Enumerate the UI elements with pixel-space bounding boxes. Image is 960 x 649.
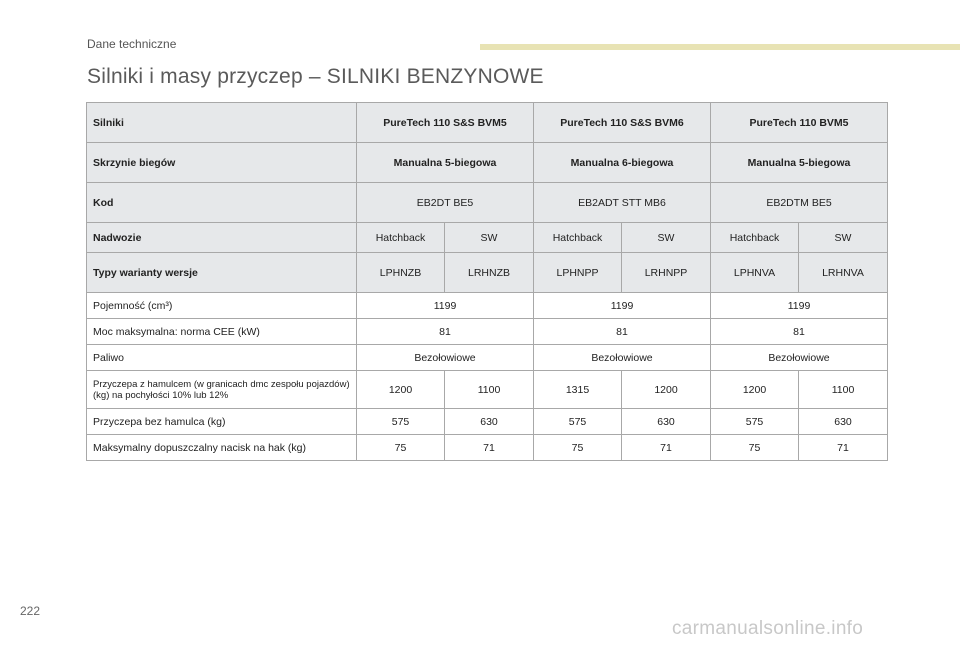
cell: LPHNVA bbox=[711, 253, 799, 293]
cell: SW bbox=[622, 223, 711, 253]
row-label: Paliwo bbox=[87, 345, 357, 371]
cell: Hatchback bbox=[357, 223, 445, 253]
row-braked-trailer bbox=[87, 371, 888, 409]
row-types bbox=[87, 253, 888, 293]
row-label: Kod bbox=[87, 183, 357, 223]
watermark: carmanualsonline.info bbox=[672, 618, 864, 639]
cell: 81 bbox=[534, 319, 711, 345]
cell: Bezołowiowe bbox=[534, 345, 711, 371]
cell: 1315 bbox=[534, 371, 622, 409]
row-label: Silniki bbox=[87, 103, 357, 143]
cell: 1100 bbox=[445, 371, 534, 409]
row-hitch-load bbox=[87, 435, 888, 461]
cell: SW bbox=[445, 223, 534, 253]
row-fuel bbox=[87, 345, 888, 371]
cell: LRHNPP bbox=[622, 253, 711, 293]
row-label: Moc maksymalna: norma CEE (kW) bbox=[87, 319, 357, 345]
cell: Manualna 5-biegowa bbox=[711, 143, 888, 183]
header-bar bbox=[480, 44, 960, 50]
cell: 630 bbox=[622, 409, 711, 435]
cell: EB2DT BE5 bbox=[357, 183, 534, 223]
cell: Hatchback bbox=[534, 223, 622, 253]
cell: 75 bbox=[711, 435, 799, 461]
cell: 71 bbox=[622, 435, 711, 461]
cell: 1200 bbox=[622, 371, 711, 409]
cell: 1100 bbox=[799, 371, 888, 409]
section-label: Dane techniczne bbox=[87, 37, 177, 51]
cell: 1200 bbox=[711, 371, 799, 409]
cell: Hatchback bbox=[711, 223, 799, 253]
page-title: Silniki i masy przyczep – SILNIKI BENZYNOWE bbox=[87, 65, 544, 88]
row-label: Pojemność (cm³) bbox=[87, 293, 357, 319]
cell: 630 bbox=[445, 409, 534, 435]
row-code bbox=[87, 183, 888, 223]
cell: LPHNPP bbox=[534, 253, 622, 293]
cell: 81 bbox=[711, 319, 888, 345]
cell: Manualna 6-biegowa bbox=[534, 143, 711, 183]
cell: 81 bbox=[357, 319, 534, 345]
row-label: Przyczepa bez hamulca (kg) bbox=[87, 409, 357, 435]
row-label: Przyczepa z hamulcem (w granicach dmc zespołu pojazdów) (kg) na pochyłości 10% lub 12% bbox=[87, 371, 357, 409]
cell: LPHNZB bbox=[357, 253, 445, 293]
row-power bbox=[87, 319, 888, 345]
row-body bbox=[87, 223, 888, 253]
row-engines bbox=[87, 103, 888, 143]
cell: 1200 bbox=[357, 371, 445, 409]
cell: 630 bbox=[799, 409, 888, 435]
cell: PureTech 110 S&S BVM5 bbox=[357, 103, 534, 143]
cell: Manualna 5-biegowa bbox=[357, 143, 534, 183]
row-gearbox bbox=[87, 143, 888, 183]
cell: 1199 bbox=[711, 293, 888, 319]
cell: PureTech 110 S&S BVM6 bbox=[534, 103, 711, 143]
cell: PureTech 110 BVM5 bbox=[711, 103, 888, 143]
cell: Bezołowiowe bbox=[711, 345, 888, 371]
cell: 575 bbox=[534, 409, 622, 435]
cell: Bezołowiowe bbox=[357, 345, 534, 371]
cell: EB2DTM BE5 bbox=[711, 183, 888, 223]
row-capacity bbox=[87, 293, 888, 319]
row-label: Maksymalny dopuszczalny nacisk na hak (kg) bbox=[87, 435, 357, 461]
cell: 71 bbox=[799, 435, 888, 461]
cell: 1199 bbox=[357, 293, 534, 319]
cell: 575 bbox=[357, 409, 445, 435]
cell: LRHNVA bbox=[799, 253, 888, 293]
cell: 75 bbox=[534, 435, 622, 461]
row-unbraked-trailer bbox=[87, 409, 888, 435]
row-label: Nadwozie bbox=[87, 223, 357, 253]
cell: SW bbox=[799, 223, 888, 253]
row-label: Skrzynie biegów bbox=[87, 143, 357, 183]
engine-spec-table bbox=[86, 102, 888, 461]
cell: LRHNZB bbox=[445, 253, 534, 293]
cell: 71 bbox=[445, 435, 534, 461]
cell: EB2ADT STT MB6 bbox=[534, 183, 711, 223]
page-number: 222 bbox=[20, 604, 41, 618]
cell: 575 bbox=[711, 409, 799, 435]
cell: 1199 bbox=[534, 293, 711, 319]
cell: 75 bbox=[357, 435, 445, 461]
row-label: Typy warianty wersje bbox=[87, 253, 357, 293]
